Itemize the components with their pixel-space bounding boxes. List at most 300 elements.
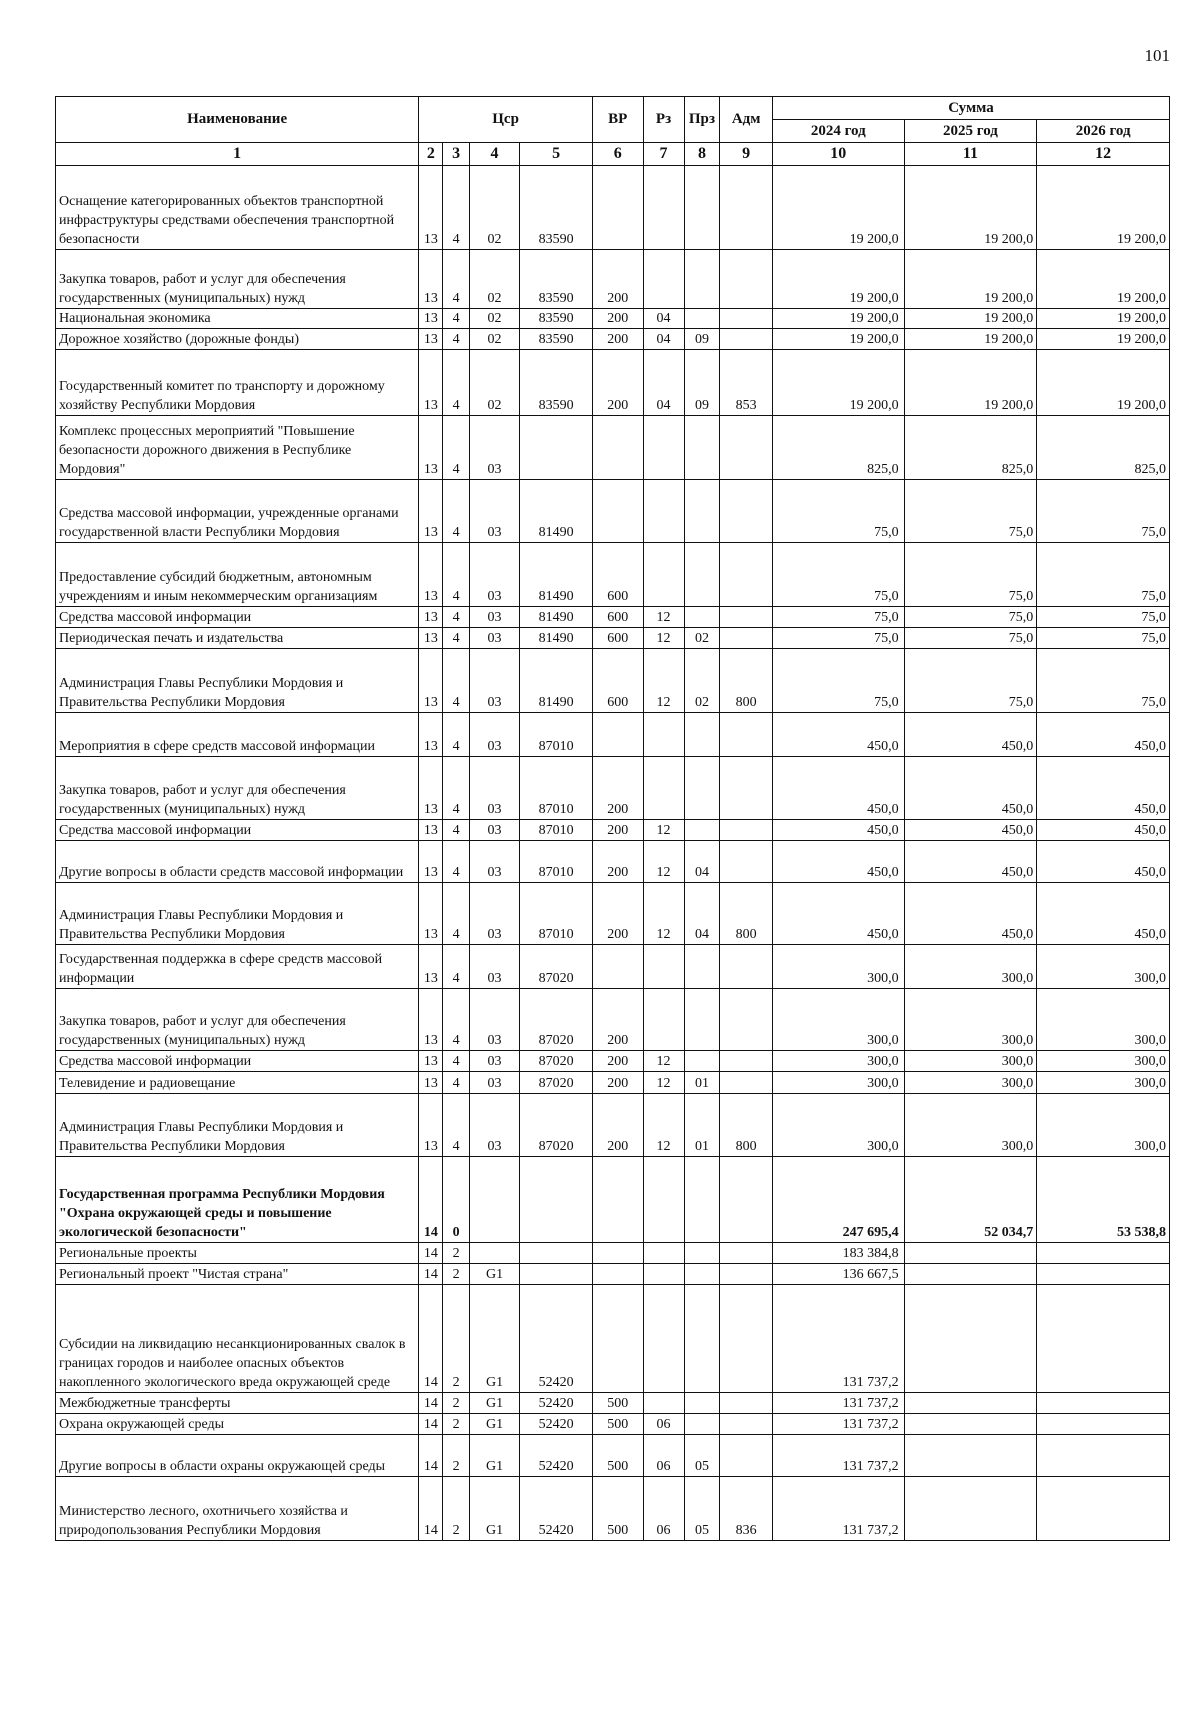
csr-subprogram: 03 <box>469 648 520 712</box>
adm-code <box>720 542 773 606</box>
header-csr: Цср <box>419 97 593 143</box>
adm-code <box>720 1050 773 1071</box>
csr-program: 14 <box>419 1434 443 1476</box>
amount-2024: 450,0 <box>772 840 904 882</box>
prz-code <box>684 756 720 819</box>
adm-code <box>720 606 773 627</box>
row-name: Закупка товаров, работ и услуг для обеспечения государственных (муниципальных) нужд <box>56 249 419 308</box>
amount-2026: 19 200,0 <box>1037 249 1170 308</box>
csr-program: 13 <box>419 988 443 1050</box>
amount-2024: 131 737,2 <box>772 1434 904 1476</box>
amount-2024: 19 200,0 <box>772 328 904 349</box>
csr-direction: 87010 <box>520 819 593 840</box>
csr-direction: 52420 <box>520 1413 593 1434</box>
amount-2025 <box>904 1392 1037 1413</box>
csr-subprogram: 02 <box>469 349 520 415</box>
prz-code <box>684 1413 720 1434</box>
adm-code: 800 <box>720 882 773 944</box>
prz-code <box>684 249 720 308</box>
vr-code <box>592 479 643 542</box>
csr-direction: 87020 <box>520 1093 593 1156</box>
row-name: Закупка товаров, работ и услуг для обеспечения государственных (муниципальных) нужд <box>56 988 419 1050</box>
table-row <box>56 1093 1170 1156</box>
csr-subprogram <box>469 1242 520 1263</box>
csr-program: 13 <box>419 819 443 840</box>
amount-2025 <box>904 1263 1037 1284</box>
csr-subprogram: 03 <box>469 819 520 840</box>
amount-2024: 300,0 <box>772 1071 904 1093</box>
csr-direction: 87020 <box>520 944 593 988</box>
csr-program: 13 <box>419 249 443 308</box>
column-number: 3 <box>443 143 469 166</box>
csr-direction: 81490 <box>520 542 593 606</box>
csr-program: 14 <box>419 1284 443 1392</box>
amount-2024: 19 200,0 <box>772 165 904 249</box>
rz-code <box>643 249 684 308</box>
csr-type: 2 <box>443 1284 469 1392</box>
amount-2026: 75,0 <box>1037 606 1170 627</box>
amount-2026: 75,0 <box>1037 648 1170 712</box>
prz-code: 05 <box>684 1476 720 1540</box>
adm-code <box>720 308 773 328</box>
rz-code: 04 <box>643 328 684 349</box>
csr-direction: 87010 <box>520 756 593 819</box>
vr-code: 600 <box>592 648 643 712</box>
amount-2026 <box>1037 1242 1170 1263</box>
prz-code <box>684 944 720 988</box>
amount-2025 <box>904 1413 1037 1434</box>
csr-direction: 52420 <box>520 1434 593 1476</box>
page-number: 101 <box>1144 46 1170 65</box>
csr-subprogram: 03 <box>469 479 520 542</box>
prz-code <box>684 1284 720 1392</box>
row-name: Средства массовой информации <box>56 819 419 840</box>
rz-code: 04 <box>643 308 684 328</box>
csr-subprogram: G1 <box>469 1263 520 1284</box>
prz-code <box>684 1050 720 1071</box>
adm-code <box>720 756 773 819</box>
csr-type: 4 <box>443 756 469 819</box>
csr-type: 2 <box>443 1263 469 1284</box>
row-name: Охрана окружающей среды <box>56 1413 419 1434</box>
csr-program: 13 <box>419 542 443 606</box>
csr-type: 2 <box>443 1434 469 1476</box>
amount-2024: 75,0 <box>772 479 904 542</box>
row-name: Периодическая печать и издательства <box>56 627 419 648</box>
table-row <box>56 349 1170 415</box>
row-name: Другие вопросы в области охраны окружающей среды <box>56 1434 419 1476</box>
csr-direction: 87020 <box>520 1050 593 1071</box>
table-row <box>56 819 1170 840</box>
amount-2026: 300,0 <box>1037 1093 1170 1156</box>
csr-program: 13 <box>419 1093 443 1156</box>
rz-code: 12 <box>643 1050 684 1071</box>
amount-2025: 75,0 <box>904 627 1037 648</box>
header-year-2024: 2024 год <box>772 120 904 143</box>
table-row <box>56 606 1170 627</box>
vr-code: 200 <box>592 756 643 819</box>
csr-program: 13 <box>419 415 443 479</box>
vr-code <box>592 712 643 756</box>
vr-code <box>592 165 643 249</box>
row-name: Национальная экономика <box>56 308 419 328</box>
csr-direction <box>520 1242 593 1263</box>
csr-type: 4 <box>443 349 469 415</box>
csr-direction: 81490 <box>520 479 593 542</box>
amount-2025: 450,0 <box>904 819 1037 840</box>
rz-code <box>643 1263 684 1284</box>
table-row <box>56 1071 1170 1093</box>
rz-code <box>643 479 684 542</box>
amount-2024: 300,0 <box>772 1050 904 1071</box>
amount-2025: 19 200,0 <box>904 308 1037 328</box>
csr-subprogram: 03 <box>469 627 520 648</box>
csr-subprogram: 03 <box>469 606 520 627</box>
amount-2026: 75,0 <box>1037 479 1170 542</box>
csr-type: 4 <box>443 648 469 712</box>
csr-program: 13 <box>419 944 443 988</box>
header-prz: Прз <box>684 97 720 143</box>
csr-subprogram: 03 <box>469 712 520 756</box>
amount-2024: 450,0 <box>772 712 904 756</box>
vr-code: 200 <box>592 819 643 840</box>
amount-2026: 19 200,0 <box>1037 308 1170 328</box>
csr-type: 4 <box>443 415 469 479</box>
rz-code <box>643 165 684 249</box>
csr-program: 13 <box>419 349 443 415</box>
amount-2024: 75,0 <box>772 606 904 627</box>
table-row <box>56 1050 1170 1071</box>
amount-2025: 300,0 <box>904 1050 1037 1071</box>
csr-subprogram: G1 <box>469 1392 520 1413</box>
amount-2025 <box>904 1434 1037 1476</box>
row-name: Региональный проект "Чистая страна" <box>56 1263 419 1284</box>
csr-subprogram: 02 <box>469 328 520 349</box>
rz-code: 12 <box>643 627 684 648</box>
amount-2025: 300,0 <box>904 1071 1037 1093</box>
adm-code <box>720 1434 773 1476</box>
csr-subprogram: G1 <box>469 1413 520 1434</box>
header-adm: Адм <box>720 97 773 143</box>
amount-2024: 300,0 <box>772 988 904 1050</box>
csr-program: 14 <box>419 1413 443 1434</box>
vr-code <box>592 1242 643 1263</box>
table-row <box>56 415 1170 479</box>
csr-type: 4 <box>443 712 469 756</box>
table-row <box>56 1413 1170 1434</box>
adm-code <box>720 415 773 479</box>
amount-2026: 450,0 <box>1037 840 1170 882</box>
csr-type: 2 <box>443 1242 469 1263</box>
column-number: 8 <box>684 143 720 166</box>
adm-code <box>720 944 773 988</box>
amount-2025: 75,0 <box>904 648 1037 712</box>
prz-code <box>684 415 720 479</box>
amount-2024: 450,0 <box>772 756 904 819</box>
amount-2026: 450,0 <box>1037 882 1170 944</box>
amount-2025: 52 034,7 <box>904 1156 1037 1242</box>
prz-code <box>684 542 720 606</box>
amount-2024: 450,0 <box>772 882 904 944</box>
amount-2025: 19 200,0 <box>904 328 1037 349</box>
prz-code <box>684 988 720 1050</box>
rz-code <box>643 756 684 819</box>
prz-code: 02 <box>684 648 720 712</box>
csr-direction <box>520 415 593 479</box>
amount-2024: 19 200,0 <box>772 308 904 328</box>
amount-2025: 19 200,0 <box>904 349 1037 415</box>
column-number: 5 <box>520 143 593 166</box>
prz-code: 01 <box>684 1093 720 1156</box>
vr-code: 200 <box>592 1093 643 1156</box>
column-number: 6 <box>592 143 643 166</box>
vr-code: 200 <box>592 1071 643 1093</box>
column-number: 9 <box>720 143 773 166</box>
rz-code: 12 <box>643 1093 684 1156</box>
csr-direction: 52420 <box>520 1284 593 1392</box>
csr-subprogram: G1 <box>469 1434 520 1476</box>
csr-subprogram: 02 <box>469 308 520 328</box>
row-name: Другие вопросы в области средств массовой информации <box>56 840 419 882</box>
amount-2026 <box>1037 1263 1170 1284</box>
table-row <box>56 988 1170 1050</box>
csr-direction: 52420 <box>520 1476 593 1540</box>
table-row <box>56 1284 1170 1392</box>
header-vr: ВР <box>592 97 643 143</box>
row-name: Закупка товаров, работ и услуг для обеспечения государственных (муниципальных) нужд <box>56 756 419 819</box>
csr-subprogram: 03 <box>469 1071 520 1093</box>
row-name: Дорожное хозяйство (дорожные фонды) <box>56 328 419 349</box>
csr-subprogram: 03 <box>469 840 520 882</box>
row-name: Региональные проекты <box>56 1242 419 1263</box>
row-name: Межбюджетные трансферты <box>56 1392 419 1413</box>
csr-subprogram: 03 <box>469 988 520 1050</box>
vr-code: 600 <box>592 606 643 627</box>
amount-2025: 75,0 <box>904 542 1037 606</box>
vr-code <box>592 415 643 479</box>
amount-2025: 450,0 <box>904 882 1037 944</box>
amount-2024: 75,0 <box>772 648 904 712</box>
amount-2026 <box>1037 1476 1170 1540</box>
amount-2024: 247 695,4 <box>772 1156 904 1242</box>
amount-2026 <box>1037 1392 1170 1413</box>
amount-2024: 136 667,5 <box>772 1263 904 1284</box>
amount-2026 <box>1037 1413 1170 1434</box>
adm-code <box>720 165 773 249</box>
table-row <box>56 627 1170 648</box>
csr-subprogram: 03 <box>469 415 520 479</box>
prz-code: 09 <box>684 328 720 349</box>
amount-2024: 131 737,2 <box>772 1413 904 1434</box>
prz-code <box>684 712 720 756</box>
vr-code: 200 <box>592 349 643 415</box>
column-number: 7 <box>643 143 684 166</box>
column-number: 1 <box>56 143 419 166</box>
adm-code <box>720 1392 773 1413</box>
adm-code <box>720 1071 773 1093</box>
row-name: Телевидение и радиовещание <box>56 1071 419 1093</box>
vr-code: 500 <box>592 1476 643 1540</box>
csr-subprogram: 03 <box>469 756 520 819</box>
table-row <box>56 944 1170 988</box>
csr-subprogram: 02 <box>469 249 520 308</box>
vr-code <box>592 1263 643 1284</box>
amount-2026: 450,0 <box>1037 712 1170 756</box>
rz-code <box>643 712 684 756</box>
amount-2024: 75,0 <box>772 542 904 606</box>
column-number: 12 <box>1037 143 1170 166</box>
rz-code: 06 <box>643 1434 684 1476</box>
rz-code: 12 <box>643 882 684 944</box>
vr-code <box>592 1156 643 1242</box>
table-row <box>56 1392 1170 1413</box>
csr-type: 2 <box>443 1476 469 1540</box>
csr-type: 4 <box>443 988 469 1050</box>
csr-direction: 52420 <box>520 1392 593 1413</box>
amount-2026: 19 200,0 <box>1037 349 1170 415</box>
row-name: Администрация Главы Республики Мордовия и Правительства Республики Мордовия <box>56 648 419 712</box>
csr-direction: 83590 <box>520 165 593 249</box>
prz-code <box>684 1242 720 1263</box>
csr-program: 13 <box>419 328 443 349</box>
csr-program: 14 <box>419 1476 443 1540</box>
vr-code: 500 <box>592 1413 643 1434</box>
vr-code <box>592 1284 643 1392</box>
amount-2025: 19 200,0 <box>904 249 1037 308</box>
header-year-2026: 2026 год <box>1037 120 1170 143</box>
adm-code <box>720 1156 773 1242</box>
amount-2026: 75,0 <box>1037 542 1170 606</box>
csr-direction: 81490 <box>520 627 593 648</box>
csr-direction: 83590 <box>520 328 593 349</box>
csr-program: 13 <box>419 479 443 542</box>
amount-2025: 300,0 <box>904 1093 1037 1156</box>
row-name: Средства массовой информации <box>56 606 419 627</box>
csr-subprogram: G1 <box>469 1284 520 1392</box>
vr-code: 600 <box>592 627 643 648</box>
row-name: Оснащение категорированных объектов транспортной инфраструктуры средствами обеспечения транспортной безопасности <box>56 165 419 249</box>
amount-2026: 300,0 <box>1037 988 1170 1050</box>
csr-type: 4 <box>443 479 469 542</box>
csr-direction: 83590 <box>520 249 593 308</box>
amount-2026: 53 538,8 <box>1037 1156 1170 1242</box>
header-name: Наименование <box>56 97 419 143</box>
csr-program: 13 <box>419 840 443 882</box>
csr-type: 4 <box>443 819 469 840</box>
rz-code <box>643 1242 684 1263</box>
csr-type: 4 <box>443 328 469 349</box>
csr-subprogram: 02 <box>469 165 520 249</box>
csr-type: 2 <box>443 1392 469 1413</box>
amount-2025: 450,0 <box>904 840 1037 882</box>
adm-code <box>720 1413 773 1434</box>
amount-2025 <box>904 1242 1037 1263</box>
amount-2026: 300,0 <box>1037 944 1170 988</box>
prz-code: 04 <box>684 840 720 882</box>
adm-code <box>720 479 773 542</box>
prz-code: 04 <box>684 882 720 944</box>
row-name: Комплекс процессных мероприятий "Повышение безопасности дорожного движения в Республике Мордовия" <box>56 415 419 479</box>
prz-code <box>684 1263 720 1284</box>
amount-2025: 450,0 <box>904 756 1037 819</box>
amount-2026 <box>1037 1434 1170 1476</box>
csr-subprogram: 03 <box>469 1093 520 1156</box>
amount-2024: 300,0 <box>772 944 904 988</box>
table-row <box>56 328 1170 349</box>
csr-program: 13 <box>419 308 443 328</box>
adm-code <box>720 1284 773 1392</box>
amount-2024: 19 200,0 <box>772 249 904 308</box>
rz-code: 06 <box>643 1413 684 1434</box>
amount-2025: 300,0 <box>904 988 1037 1050</box>
prz-code: 09 <box>684 349 720 415</box>
amount-2024: 825,0 <box>772 415 904 479</box>
csr-type: 2 <box>443 1413 469 1434</box>
csr-type: 4 <box>443 308 469 328</box>
amount-2024: 131 737,2 <box>772 1284 904 1392</box>
amount-2025: 450,0 <box>904 712 1037 756</box>
prz-code: 05 <box>684 1434 720 1476</box>
amount-2024: 131 737,2 <box>772 1392 904 1413</box>
amount-2026: 450,0 <box>1037 819 1170 840</box>
csr-program: 13 <box>419 1071 443 1093</box>
rz-code: 12 <box>643 606 684 627</box>
csr-direction: 87010 <box>520 840 593 882</box>
table-row <box>56 1434 1170 1476</box>
vr-code: 200 <box>592 840 643 882</box>
table-row <box>56 648 1170 712</box>
column-number-row <box>56 143 1170 166</box>
table-row <box>56 882 1170 944</box>
row-name: Средства массовой информации <box>56 1050 419 1071</box>
adm-code: 853 <box>720 349 773 415</box>
csr-subprogram: 03 <box>469 542 520 606</box>
csr-program: 13 <box>419 648 443 712</box>
rz-code: 12 <box>643 648 684 712</box>
amount-2025: 75,0 <box>904 479 1037 542</box>
csr-subprogram: G1 <box>469 1476 520 1540</box>
csr-type: 4 <box>443 1050 469 1071</box>
rz-code <box>643 415 684 479</box>
column-number: 4 <box>469 143 520 166</box>
rz-code: 04 <box>643 349 684 415</box>
amount-2026: 19 200,0 <box>1037 328 1170 349</box>
csr-type: 4 <box>443 944 469 988</box>
table-body <box>56 165 1170 1540</box>
csr-type: 0 <box>443 1156 469 1242</box>
adm-code: 800 <box>720 1093 773 1156</box>
csr-subprogram: 03 <box>469 1050 520 1071</box>
prz-code <box>684 819 720 840</box>
csr-program: 13 <box>419 1050 443 1071</box>
csr-direction: 87010 <box>520 712 593 756</box>
csr-type: 4 <box>443 249 469 308</box>
vr-code <box>592 944 643 988</box>
csr-program: 14 <box>419 1263 443 1284</box>
prz-code <box>684 308 720 328</box>
amount-2024: 19 200,0 <box>772 349 904 415</box>
rz-code <box>643 1284 684 1392</box>
csr-direction: 87020 <box>520 1071 593 1093</box>
csr-direction <box>520 1263 593 1284</box>
rz-code <box>643 542 684 606</box>
csr-direction: 83590 <box>520 308 593 328</box>
amount-2026: 300,0 <box>1037 1071 1170 1093</box>
vr-code: 500 <box>592 1434 643 1476</box>
csr-program: 14 <box>419 1156 443 1242</box>
csr-type: 4 <box>443 606 469 627</box>
csr-type: 4 <box>443 1093 469 1156</box>
